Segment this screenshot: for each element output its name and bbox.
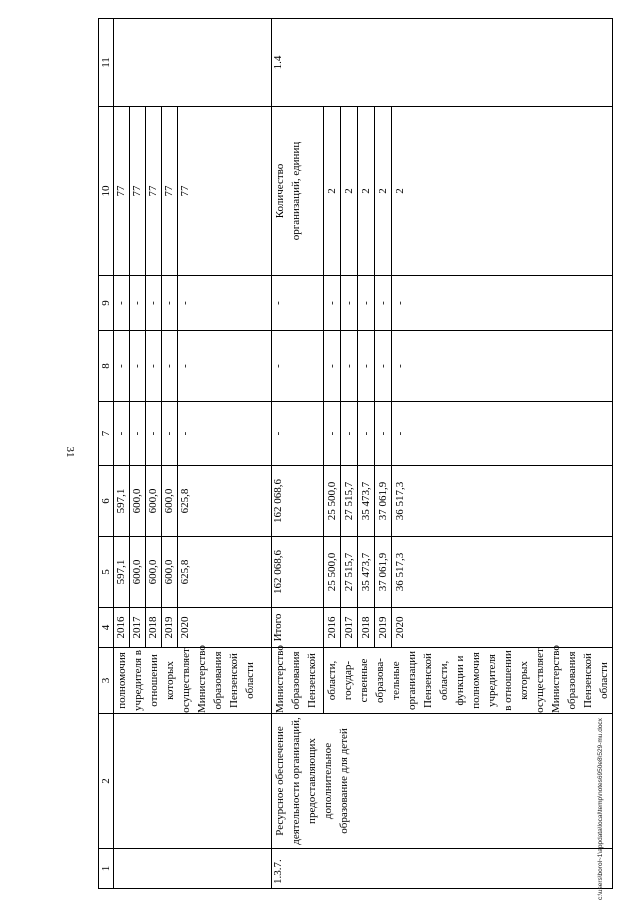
cell-col6 (114, 466, 272, 537)
cell-col5 (114, 537, 272, 608)
text-line: функции и (454, 655, 466, 706)
text-line: полномочия (470, 652, 482, 709)
value: - (341, 331, 358, 401)
cell-col8 (324, 331, 613, 402)
footer-file-path: c:\users\borol~1\appdata\local\temp\notes6950e8\529-mu.docx (597, 718, 604, 900)
text-line: которых (164, 661, 176, 700)
value: 2 (394, 188, 406, 194)
year: 2016 (324, 608, 341, 647)
year: 2019 (375, 608, 392, 647)
value: 600,0 (146, 537, 162, 607)
year: 2016 (114, 608, 130, 647)
text-line: организации (406, 650, 418, 711)
value: 2 (375, 107, 392, 275)
value: - (114, 402, 130, 465)
year: 2017 (341, 608, 358, 647)
value: 77 (179, 185, 191, 197)
value: - (375, 331, 392, 401)
year: 2017 (130, 608, 146, 647)
header-col-11: 11 (99, 19, 114, 107)
value: 36 517,3 (394, 552, 406, 592)
text-line: образования (566, 651, 578, 710)
value: - (146, 331, 162, 401)
year: 2018 (146, 608, 162, 647)
value: - (394, 364, 406, 368)
header-col-2: 2 (99, 714, 114, 849)
header-col-5: 5 (99, 537, 114, 608)
target-link: 1.4 (272, 19, 613, 107)
value: 597,1 (114, 466, 130, 536)
header-row (99, 19, 114, 889)
text-line: Пензенской (306, 653, 318, 708)
year: 2020 (179, 616, 191, 639)
text-line: образования (212, 651, 224, 710)
text-line: учредителя (486, 654, 498, 707)
total-col9: - (272, 276, 324, 331)
value: - (394, 431, 406, 436)
value: 2 (358, 107, 375, 275)
year: 2019 (162, 608, 178, 647)
value: 600,0 (162, 537, 178, 607)
value: - (324, 402, 341, 465)
header-col-4: 4 (99, 608, 114, 648)
cell-col10 (114, 107, 272, 276)
text-line: образова- (374, 658, 386, 703)
cell-col9 (324, 276, 613, 331)
value: 37 061,9 (375, 466, 392, 536)
value: - (375, 276, 392, 330)
text-line: Министерство (274, 645, 286, 713)
text-line: Министерство (196, 645, 208, 713)
value: 600,0 (146, 466, 162, 536)
item-number: 1.3.7. (272, 849, 613, 889)
value: 600,0 (130, 537, 146, 607)
table-row-continuation (114, 19, 272, 889)
text-line: области, (438, 660, 450, 701)
header-col-8: 8 (99, 331, 114, 402)
text-line: Пензенской (582, 653, 594, 708)
text-line: осуществляет (534, 648, 546, 713)
value: - (130, 402, 146, 465)
header-col-9: 9 (99, 276, 114, 331)
value: - (394, 301, 406, 305)
value: - (358, 276, 375, 330)
cell-col6 (324, 466, 613, 537)
text-line: области (244, 662, 256, 699)
value: - (130, 331, 146, 401)
total-col8: - (272, 331, 324, 402)
text-line: Пензенской (422, 653, 434, 708)
header-col-6: 6 (99, 466, 114, 537)
text-line: Министерство (550, 645, 562, 713)
cell-executor-head (272, 645, 324, 714)
text-line: Пензенской (228, 653, 240, 708)
value: 25 500,0 (324, 466, 341, 536)
value: - (341, 276, 358, 330)
value: 25 500,0 (324, 537, 341, 607)
value: 77 (146, 107, 162, 275)
text-line: отношении (148, 654, 160, 707)
value: - (358, 402, 375, 465)
value: 2 (341, 107, 358, 275)
value: - (324, 276, 341, 330)
value: - (162, 402, 178, 465)
value: 35 473,7 (358, 466, 375, 536)
total-col7: - (272, 402, 324, 466)
value: 35 473,7 (358, 537, 375, 607)
cell-empty (114, 849, 272, 889)
value: 77 (114, 107, 130, 275)
value: - (375, 402, 392, 465)
cell-col5 (324, 537, 613, 608)
value: - (162, 331, 178, 401)
value: - (114, 276, 130, 330)
value: - (324, 331, 341, 401)
value: - (179, 301, 191, 305)
value: 77 (130, 107, 146, 275)
value: 625,8 (179, 559, 191, 585)
header-col-1: 1 (99, 849, 114, 889)
cell-col8 (114, 331, 272, 402)
year: 2020 (394, 616, 406, 639)
total-label: Итого (272, 608, 324, 648)
text-line: в отношении (502, 650, 514, 711)
table-row-total (272, 19, 324, 889)
text-line: которых (518, 661, 530, 700)
cell-executor (114, 645, 272, 714)
text-line: образования (290, 651, 302, 710)
value: 2 (324, 107, 341, 275)
value: - (162, 276, 178, 330)
text-line: области (598, 662, 610, 699)
header-col-7: 7 (99, 402, 114, 466)
text-line: области, (326, 660, 338, 701)
value: 600,0 (130, 466, 146, 536)
value: 27 515,7 (341, 537, 358, 607)
value: - (130, 276, 146, 330)
measure-name: Ресурсное обеспечение деятельности организаций, предоставляющих дополнительное образование для детей (272, 714, 613, 849)
value: - (358, 331, 375, 401)
total-col6: 162 068,6 (272, 466, 324, 537)
text-line: ственные (358, 658, 370, 703)
value: 600,0 (162, 466, 178, 536)
cell-col9 (114, 276, 272, 331)
value: 27 515,7 (341, 466, 358, 536)
value: 36 517,3 (394, 481, 406, 521)
value: - (114, 331, 130, 401)
text-line: тельные (390, 661, 402, 700)
value: 37 061,9 (375, 537, 392, 607)
header-col-3: 3 (99, 648, 114, 714)
value: - (179, 364, 191, 368)
cell-col7 (324, 402, 613, 466)
cell-empty (114, 714, 272, 849)
value: 625,8 (179, 488, 191, 514)
text-line: государ- (342, 660, 354, 701)
cell-years (114, 608, 272, 648)
text-line: учредителя в (132, 650, 144, 711)
value: 77 (162, 107, 178, 275)
indicator-name: Количество организаций, единиц (272, 107, 324, 276)
value: - (179, 431, 191, 436)
program-table (98, 18, 613, 889)
value: - (146, 402, 162, 465)
year: 2018 (358, 608, 375, 647)
value: - (341, 402, 358, 465)
total-col5: 162 068,6 (272, 537, 324, 608)
cell-col7 (114, 402, 272, 466)
text-line: полномочия (116, 652, 128, 709)
cell-col10 (324, 107, 613, 276)
cell-empty (114, 19, 272, 107)
value: 597,1 (114, 537, 130, 607)
page-number: 31 (64, 446, 76, 458)
value: - (146, 276, 162, 330)
text-line: осуществляет (180, 648, 192, 713)
header-col-10: 10 (99, 107, 114, 276)
cell-years (324, 608, 613, 648)
cell-executor (324, 645, 613, 714)
